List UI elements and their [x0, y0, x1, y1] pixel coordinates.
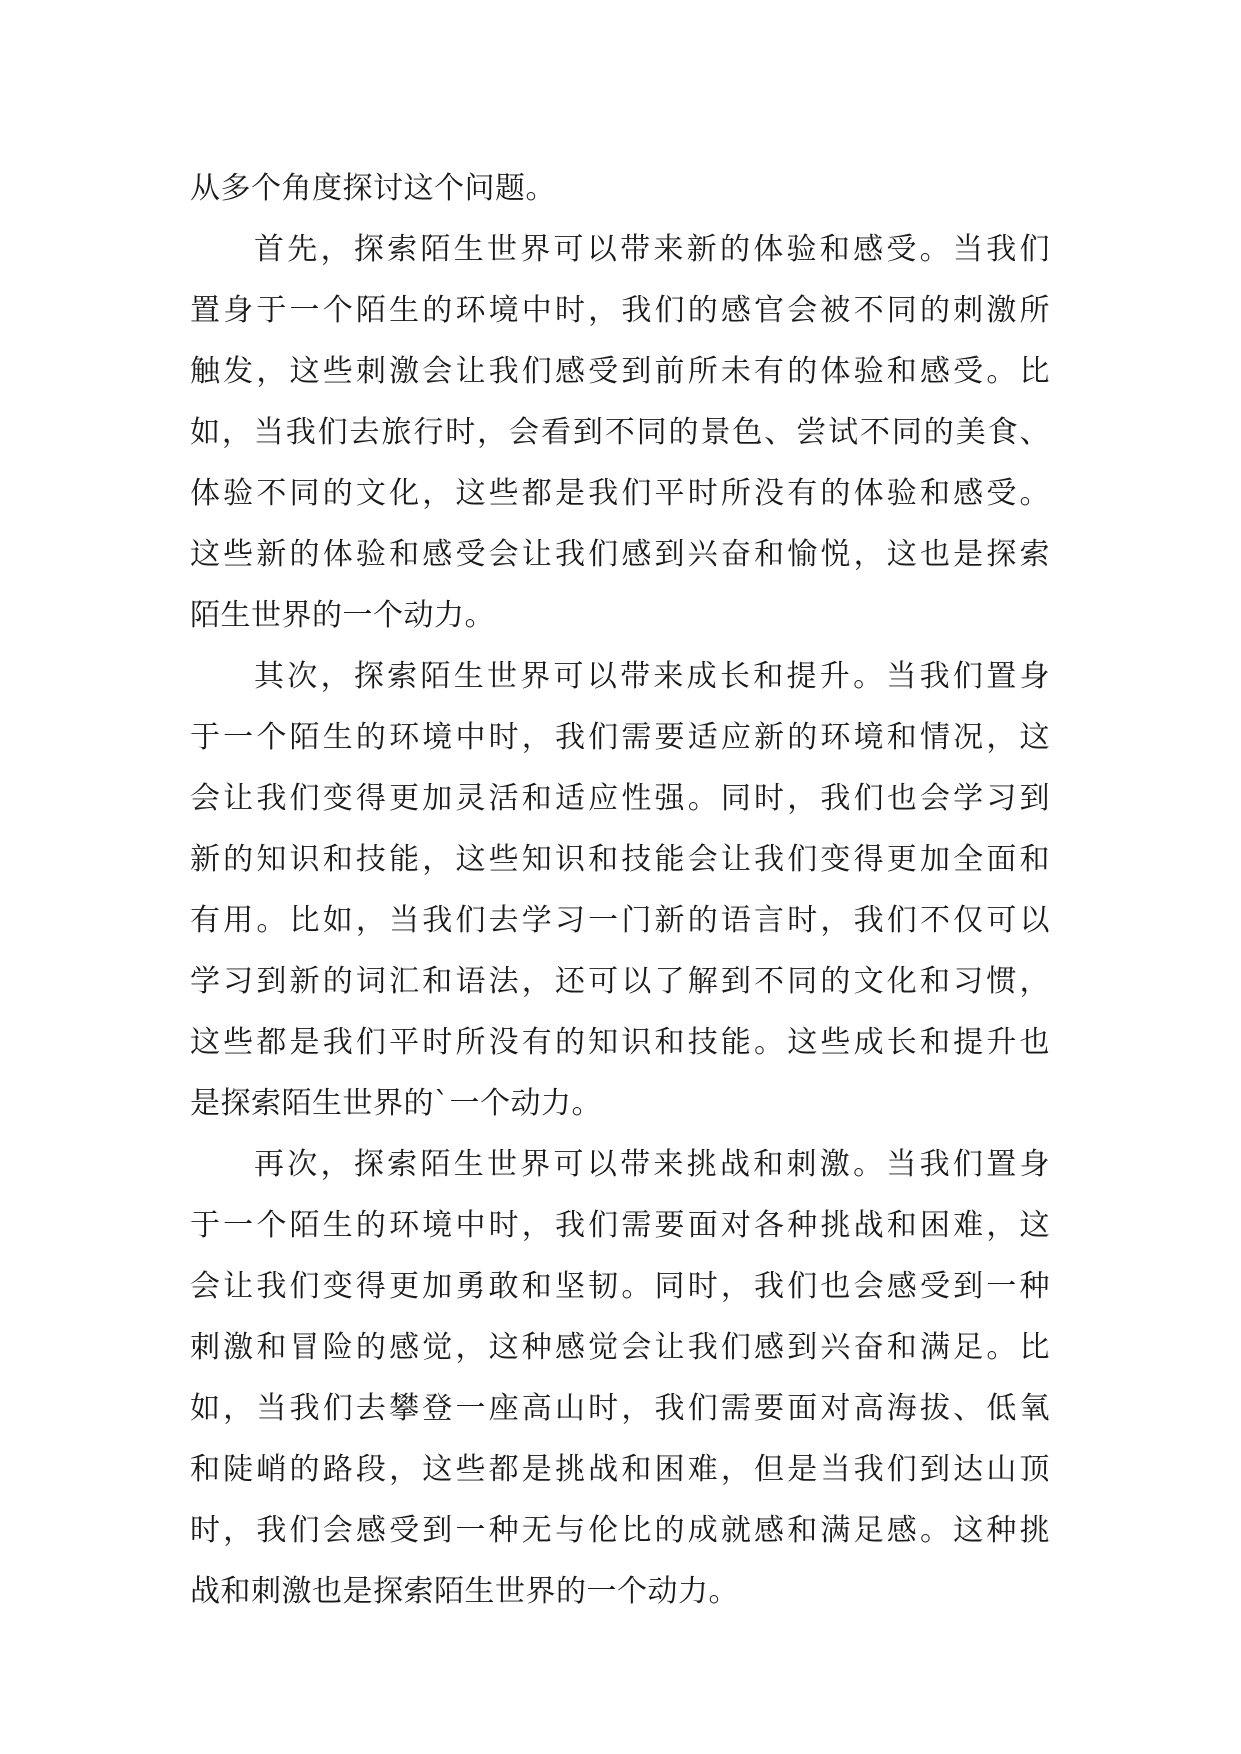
text-line: 于一个陌生的环境中时，我们需要面对各种挑战和困难，这 — [190, 1208, 1050, 1243]
text-line: 再次，探索陌生世界可以带来挑战和刺激。当我们置身 — [254, 1147, 1050, 1182]
text-line: 于一个陌生的环境中时，我们需要适应新的环境和情况，这 — [190, 720, 1050, 755]
text-line: 陌生世界的一个动力。 — [190, 598, 495, 633]
text-line: 如，当我们去攀登一座高山时，我们需要面对高海拔、低氧 — [190, 1391, 1050, 1426]
text-line: 战和刺激也是探索陌生世界的一个动力。 — [190, 1574, 739, 1609]
text-line: 首先，探索陌生世界可以带来新的体验和感受。当我们 — [254, 232, 1050, 267]
text-line: 其次，探索陌生世界可以带来成长和提升。当我们置身 — [254, 659, 1050, 694]
text-line: 置身于一个陌生的环境中时，我们的感官会被不同的刺激所 — [190, 293, 1050, 328]
text-line: 和陡峭的路段，这些都是挑战和困难，但是当我们到达山顶 — [190, 1452, 1050, 1487]
text-line: 体验不同的文化，这些都是我们平时所没有的体验和感受。 — [190, 476, 1050, 511]
text-line: 触发，这些刺激会让我们感受到前所未有的体验和感受。比 — [190, 354, 1050, 389]
body-text — [190, 158, 1050, 1622]
text-line: 如，当我们去旅行时，会看到不同的景色、尝试不同的美食、 — [190, 415, 1050, 450]
text-line: 有用。比如，当我们去学习一门新的语言时，我们不仅可以 — [190, 903, 1050, 938]
text-line: 时，我们会感受到一种无与伦比的成就感和满足感。这种挑 — [190, 1513, 1050, 1548]
text-line: 会让我们变得更加勇敢和坚韧。同时，我们也会感受到一种 — [190, 1269, 1050, 1304]
text-line: 从多个角度探讨这个问题。 — [190, 171, 556, 206]
text-line: 这些新的体验和感受会让我们感到兴奋和愉悦，这也是探索 — [190, 537, 1050, 572]
text-line: 新的知识和技能，这些知识和技能会让我们变得更加全面和 — [190, 842, 1050, 877]
text-line: 会让我们变得更加灵活和适应性强。同时，我们也会学习到 — [190, 781, 1050, 816]
text-line: 这些都是我们平时所没有的知识和技能。这些成长和提升也 — [190, 1025, 1050, 1060]
text-line: 是探索陌生世界的`一个动力。 — [190, 1086, 602, 1121]
text-line: 学习到新的词汇和语法，还可以了解到不同的文化和习惯， — [190, 964, 1050, 999]
text-line: 刺激和冒险的感觉，这种感觉会让我们感到兴奋和满足。比 — [190, 1330, 1050, 1365]
